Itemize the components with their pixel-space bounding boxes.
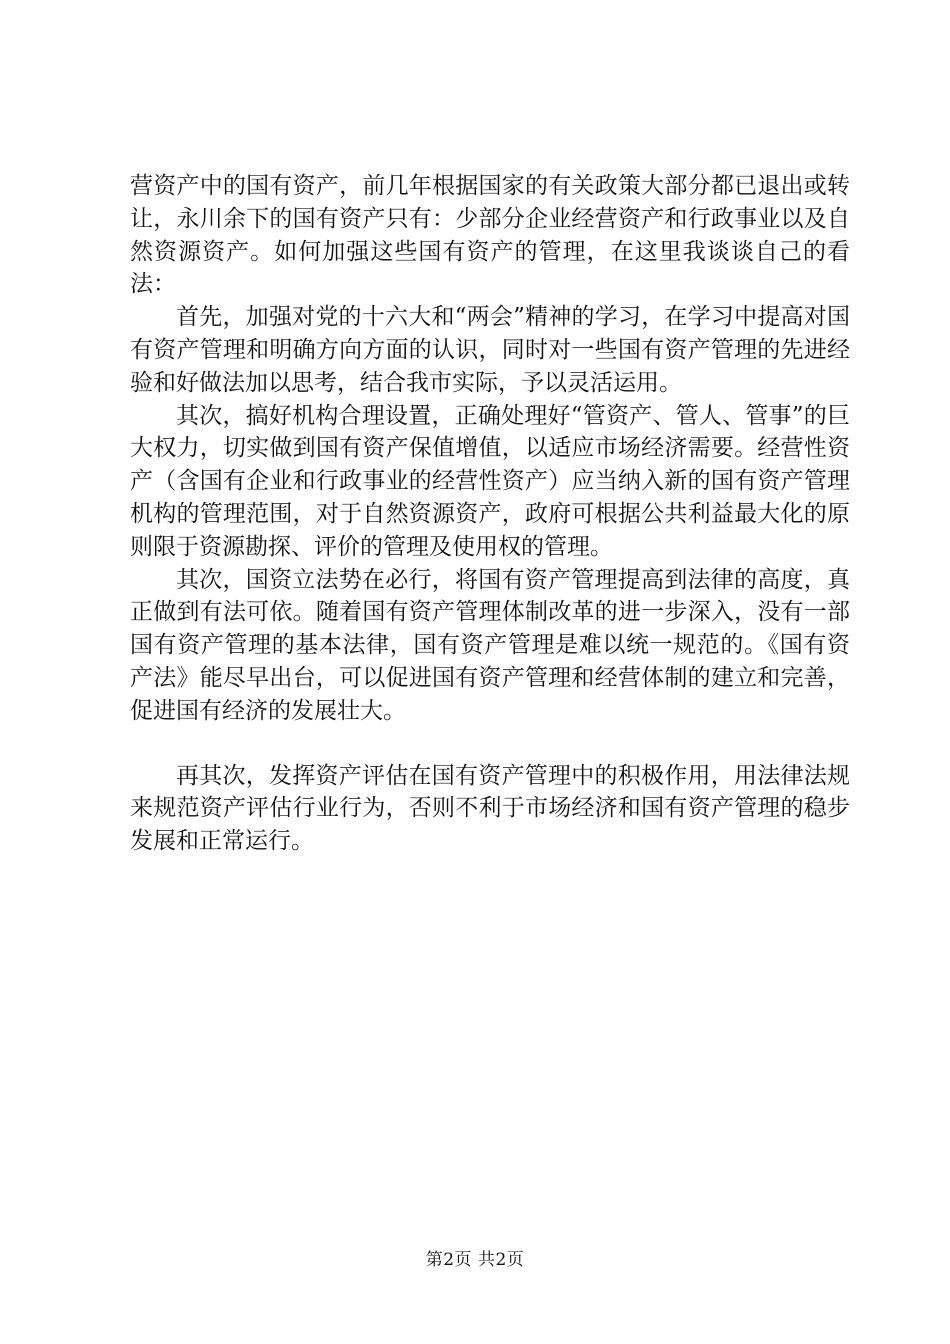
- page-footer: 第2页 共2页: [425, 1250, 525, 1270]
- paragraph-first: 首先，加强对党的十六大和“两会”精神的学习，在学习中提高对国有资产管理和明确方向方面的认识，同时对一些国有资产管理的先进经验和好做法加以思考，结合我市实际，予以灵活运用。: [130, 304, 850, 396]
- paragraph-second: 其次，搞好机构合理设置，正确处理好“管资产、管人、管事”的巨大权力，切实做到国有资产保值增值，以适应市场经济需要。经营性资产（含国有企业和行政事业的经营性资产）应当纳入新的国有资产管理机构的管理范围，对于自然资源资产，政府可根据公共利益最大化的原则限于资源勘探、评价的管理及使用权的管理。: [130, 402, 850, 560]
- paragraph-fourth: 再其次，发挥资产评估在国有资产管理中的积极作用，用法律法规来规范资产评估行业行为，否则不利于市场经济和国有资产管理的稳步发展和正常运行。: [130, 762, 850, 855]
- paragraph-third: 其次，国资立法势在必行，将国有资产管理提高到法律的高度，真正做到有法可依。随着国有资产管理体制改革的进一步深入，没有一部国有资产管理的基本法律，国有资产管理是难以统一规范的。《国有资产法》能尽早出台，可以促进国有资产管理和经营体制的建立和完善，促进国有经济的发展壮大。: [130, 566, 850, 724]
- paragraph-intro: 营资产中的国有资产，前几年根据国家的有关政策大部分都已退出或转让，永川余下的国有资产只有：少部分企业经营资产和行政事业以及自然资源资产。如何加强这些国有资产的管理，在这里我谈谈自己的看法：: [130, 173, 850, 298]
- document-body: [130, 170, 850, 858]
